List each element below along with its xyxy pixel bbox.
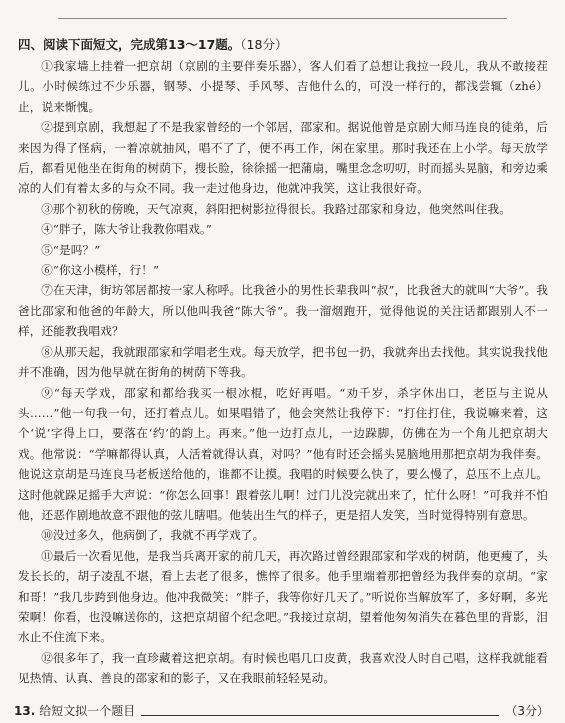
paragraph-3: ③那个初秋的傍晚，天气凉爽，斜阳把树影拉得很长。我路过邵家和身边，他突然叫住我。 — [41, 201, 511, 216]
paragraph-5: ⑤“是吗？” — [41, 242, 101, 257]
section-title: 四、阅读下面短文，完成第13～17题。 — [18, 37, 241, 52]
paragraph-8: ⑧从那天起，我就跟邵家和学唱老生戏。每天放学，把书包一扔，我就奔出去找他。其实说我找他并不准确，因为他早就在街角的树荫下等我。 — [18, 344, 548, 380]
paragraph-11: ⑪最后一次看见他，是我当兵离开家的前几天，再次路过曾经跟邵家和学戏的树荫，他更瘦了，头发长长的，胡子凌乱不堪，看上去老了很多，憔悴了很多。他手里端着那把曾经为我伴奏的京胡。“家和哥！”我几步跨到他身边。他冲我微笑：“胖子，我等你好几天了。”听说你当解放军了，多好啊，多光荣啊！你看，也没嘛送你的，这把京胡留个纪念吧。”我接过京胡，望着他匆匆消失在暮色里的背影，泪水止不住流下来。 — [18, 548, 548, 645]
question-prompt: 给短文拟一个题目 — [39, 704, 136, 718]
question-13 — [14, 702, 549, 720]
paragraph-9: ⑨“每天学戏，邵家和都给我买一根冰棍，吃好再唱。“劝千岁，杀字休出口，老臣与主说从头……”他一句我一句，还打着点儿。如果唱错了，他会突然让我停下：“打住打住，我说嘛来着，这个‘说’字得上口，要落在‘约’的韵上。再来。”他一边打点儿，一边跺脚，仿佛在为一个角儿把京胡大戏。他常说：“学嘛都得认真，人活着就得认真，对吗？”他有时还会摇头晃脑地用那把京胡为我伴奏。他说这京胡是马连良马老板送给他的，谁都不让摸。我唱的时候要么快了，要么慢了，总压不上点儿。这时他就跺足摇手大声说：“你怎么回事！跟着弦儿啊！过门儿没完就出来了，忙什么呀！”可我并不怕他，还恶作剧地故意不跟他的弦儿瞎唱。他装出生气的样子，更是招人发笑，当时觉得特别有意思。 — [18, 385, 548, 522]
paragraph-6: ⑥“你这小模样，行！” — [41, 263, 160, 278]
question-number: 13. — [14, 704, 36, 718]
answer-blank[interactable] — [141, 703, 499, 716]
section-points: （18分） — [240, 37, 288, 52]
paragraph-1: ①我家墙上挂着一把京胡（京剧的主要伴奏乐器），客人们看了总想让我拉一段儿，我从不敢接茬儿。小时候练过不少乐器，钢琴、小提琴、手风琴、吉他什么的，可没一样行的，都浅尝辄（zhé）止，说来惭愧。 — [18, 59, 548, 114]
paragraph-7: ⑦在天津，街坊邻居都按一家人称呼。比我爸小的男性长辈我叫“叔”，比我爸大的就叫“大爷”。我爸比邵家和他爸的年龄大，所以他叫我爸“陈大爷”。我一溜烟跑开，觉得他说的关注话都跟别人不一样，还能教我唱戏？ — [18, 283, 548, 339]
question-points: （3分） — [505, 704, 549, 718]
paragraph-10: ⑩没过多久，他病倒了，我就不再学戏了。 — [41, 528, 265, 543]
top-divider — [58, 18, 507, 19]
paragraph-12: ⑫很多年了，我一直珍藏着这把京胡。有时候也唱几口皮黄，我喜欢没人时自己唱，这样我就能看见热情、认真、善良的邵家和的影子，又在我眼前轻轻晃动。 — [18, 650, 548, 686]
reading-passage — [18, 56, 548, 689]
paragraph-4: ④“胖子，陈大爷让我教你唱戏。” — [41, 222, 212, 237]
section-heading — [18, 36, 548, 54]
paragraph-2: ②提到京剧，我想起了不是我家曾经的一个邻居，邵家和。据说他曾是京剧大师马连良的徒弟，后来因为得了怪病，一着凉就抽风，唱不了了，便不再工作，闲在家里。那时我还在上小学。每天放学后，都看见他坐在街角的树荫下，搜长脸，徐徐摇一把蒲扇，嘴里念念叨叨，时而摇头晃脑，和旁边乘凉的人们有着太多的与众不同。我一走过他身边，他就冲我笑，这让我很好奇。 — [18, 120, 548, 196]
